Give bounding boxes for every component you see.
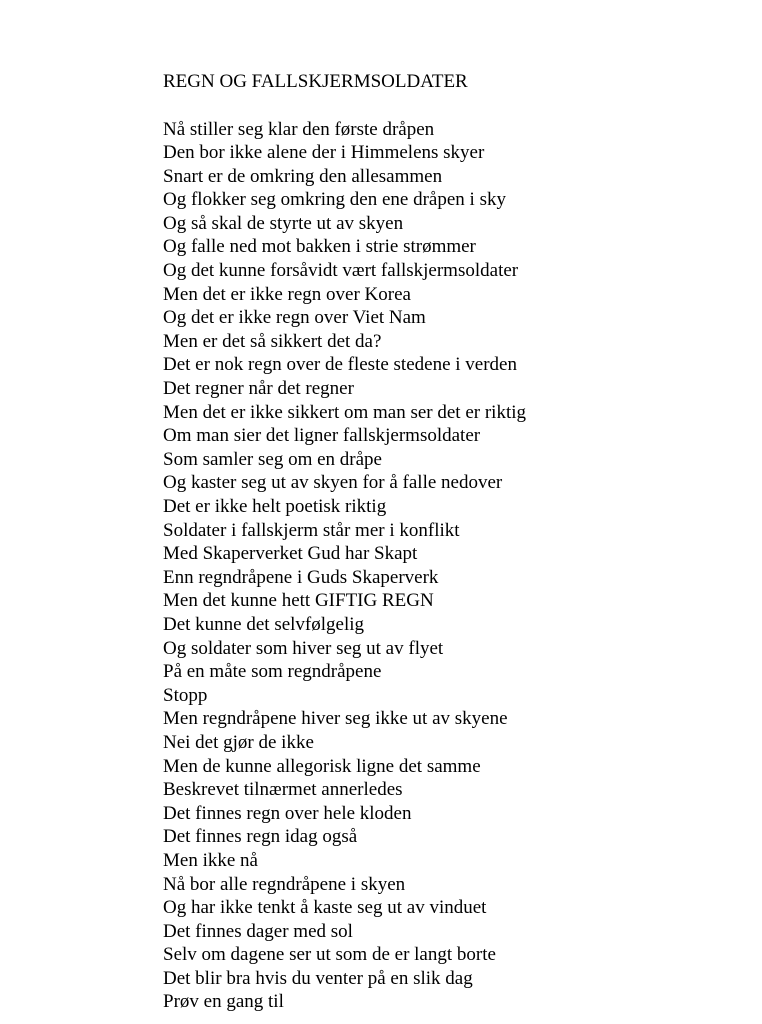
poem-line: Beskrevet tilnærmet annerledes [163, 779, 403, 801]
poem-line: Og det er ikke regn over Viet Nam [163, 307, 426, 329]
poem-line: Men ikke nå [163, 849, 258, 871]
poem-line: Med Skaperverket Gud har Skapt [163, 543, 418, 565]
poem-line: Og kaster seg ut av skyen for å falle nedover [163, 472, 503, 494]
poem-line: Og soldater som hiver seg ut av flyet [163, 637, 444, 659]
poem-line: Men er det så sikkert det da? [163, 330, 382, 352]
poem-line: Det finnes dager med sol [163, 920, 353, 942]
poem-line: Selv om dagene ser ut som de er langt borte [163, 944, 496, 966]
poem-line: På en måte som regndråpene [163, 661, 382, 683]
poem-line: Men det er ikke sikkert om man ser det er riktig [163, 401, 527, 423]
poem-line: Nå bor alle regndråpene i skyen [163, 873, 406, 895]
poem-line: Og har ikke tenkt å kaste seg ut av vinduet [163, 897, 487, 919]
poem-line: Men regndråpene hiver seg ikke ut av skyene [163, 708, 508, 730]
poem-line: Men det kunne hett GIFTIG REGN [163, 590, 434, 612]
poem-line: Om man sier det ligner fallskjermsoldater [163, 425, 481, 447]
poem-line: Det blir bra hvis du venter på en slik dag [163, 967, 473, 989]
poem-line: Som samler seg om en dråpe [163, 448, 382, 470]
poem-line: Det regner når det regner [163, 378, 354, 400]
poem-line: Enn regndråpene i Guds Skaperverk [163, 566, 439, 588]
poem-line: Prøv en gang til [163, 991, 284, 1013]
poem-line: Snart er de omkring den allesammen [163, 165, 443, 187]
poem-line: Og flokker seg omkring den ene dråpen i sky [163, 189, 506, 211]
poem-line: Det kunne det selvfølgelig [163, 613, 365, 635]
poem-line: Det finnes regn over hele kloden [163, 802, 412, 824]
poem-line: Nå stiller seg klar den første dråpen [163, 118, 435, 140]
poem-line: Den bor ikke alene der i Himmelens skyer [163, 142, 485, 164]
poem-line: Og falle ned mot bakken i strie strømmer [163, 236, 476, 258]
poem-line: Men de kunne allegorisk ligne det samme [163, 755, 481, 777]
poem-line: Det er nok regn over de fleste stedene i verden [163, 354, 517, 376]
poem-line: Stopp [163, 684, 208, 706]
poem-line: Soldater i fallskjerm står mer i konflikt [163, 519, 460, 541]
poem-body [163, 118, 743, 1015]
poem-title: REGN OG FALLSKJERMSOLDATER [163, 71, 468, 92]
poem-document [163, 70, 743, 1014]
poem-line: Men det er ikke regn over Korea [163, 283, 411, 305]
poem-line: Det finnes regn idag også [163, 826, 358, 848]
poem-line: Og det kunne forsåvidt vært fallskjermsoldater [163, 260, 519, 282]
poem-line: Og så skal de styrte ut av skyen [163, 212, 404, 234]
poem-line: Nei det gjør de ikke [163, 731, 314, 753]
poem-line: Det er ikke helt poetisk riktig [163, 496, 387, 517]
